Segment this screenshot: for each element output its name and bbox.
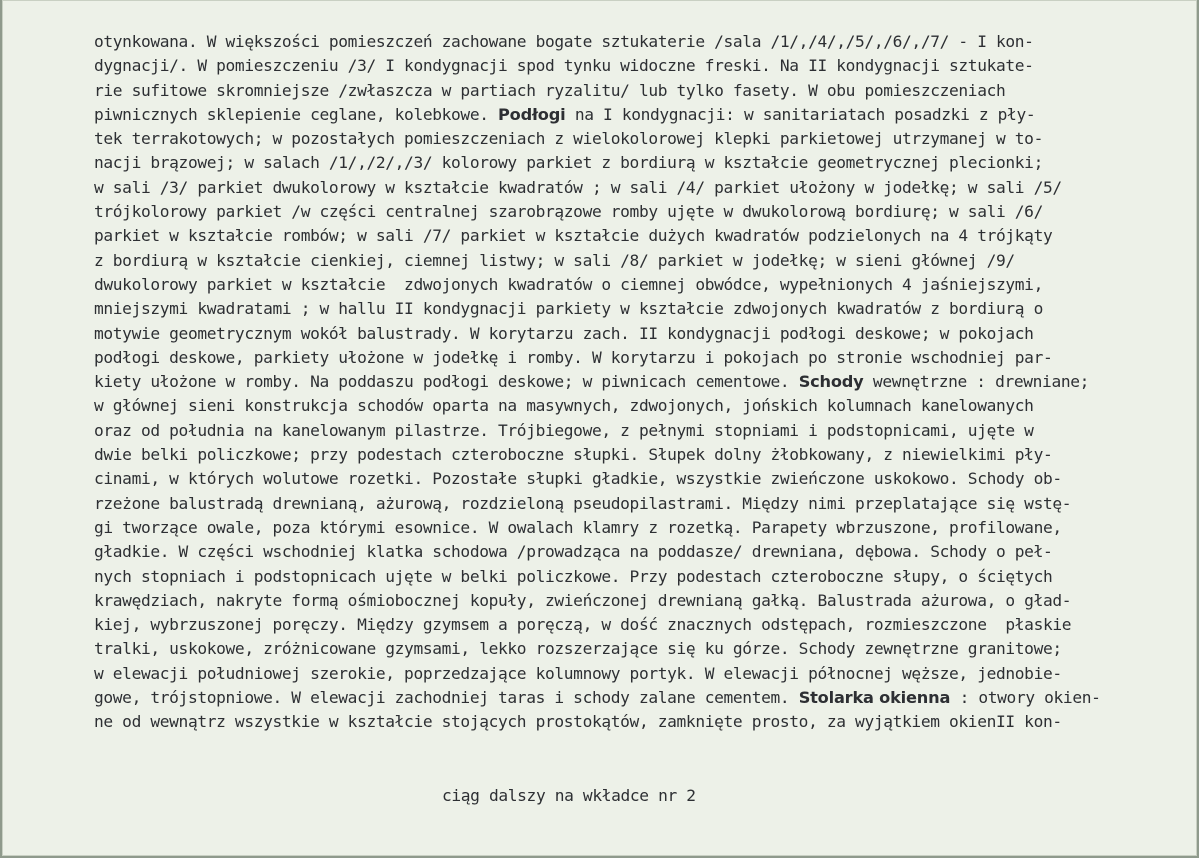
text-line — [94, 176, 1174, 200]
text-line — [94, 249, 1174, 273]
text-run: gładkie. W części wschodniej klatka schodowa /prowadząca na poddasze/ drewniana, dębowa. Schody o peł- — [94, 542, 1053, 562]
text-line — [94, 686, 1174, 710]
text-line — [94, 613, 1174, 637]
text-run: piwnicznych sklepienie ceglane, kolebkowe. — [94, 104, 499, 124]
continuation-note: ciąg dalszy na wkładce nr 2 — [442, 786, 696, 805]
text-run: rzeżone balustradą drewnianą, ażurową, rozdzieloną pseudopilastrami. Między nimi przeplatające się wstę- — [94, 493, 1072, 513]
text-run: tek terrakotowych; w pozostałych pomieszczeniach z wielokolorowej klepki parkietowej utrzymanej w to- — [94, 129, 1043, 149]
text-run: mniejszymi kwadratami ; w hallu II kondygnacji parkiety w kształcie zdwojonych kwadratów z bordiurą o — [94, 299, 1043, 319]
text-run: : otwory okien- — [950, 688, 1101, 708]
text-line — [94, 492, 1174, 516]
text-line — [94, 224, 1174, 248]
text-run: oraz od południa na kanelowanym pilastrze. Trójbiegowe, z pełnymi stopniami i podstopnicami, ujęte w — [94, 420, 1034, 440]
text-line — [94, 103, 1174, 127]
text-run: podłogi deskowe, parkiety ułożone w jodełkę i romby. W korytarzu i pokojach po stronie wschodniej par- — [94, 347, 1053, 367]
text-line — [94, 322, 1174, 346]
text-run: kiej, wybrzuszonej poręczy. Między gzymsem a poręczą, w dość znacznych odstępach, rozmieszczone płaskie — [94, 615, 1072, 635]
section-heading: Stolarka okienna — [798, 688, 951, 708]
text-run: kiety ułożone w romby. Na poddaszu podłogi deskowe; w piwnicach cementowe. — [94, 372, 799, 392]
text-line — [94, 127, 1174, 151]
text-line — [94, 54, 1174, 78]
text-run: nych stopniach i podstopnicach ujęte w belki policzkowe. Przy podestach czteroboczne słupy, o ściętych — [94, 566, 1053, 586]
section-heading: Podłogi — [498, 104, 566, 124]
text-run: parkiet w kształcie rombów; w sali /7/ parkiet w kształcie dużych kwadratów podzielonych na 4 trójkąty — [94, 226, 1053, 246]
text-run: motywie geometrycznym wokół balustrady. W korytarzu zach. II kondygnacji podłogi deskowe; w pokojach — [94, 323, 1034, 343]
text-line — [94, 637, 1174, 661]
text-run: trójkolorowy parkiet /w części centralnej szarobrązowe romby ujęte w dwukolorową bordiurę; w sali /6/ — [94, 202, 1043, 222]
text-run: w sali /3/ parkiet dwukolorowy w kształcie kwadratów ; w sali /4/ parkiet ułożony w jodełkę; w sali /5/ — [94, 177, 1062, 197]
text-run: na I kondygnacji: w sanitariatach posadzki z pły- — [565, 104, 1036, 124]
text-run: gi tworzące owale, poza którymi esownice. W owalach klamry z rozetką. Parapety wbrzuszone, profilowane, — [94, 517, 1062, 537]
text-line — [94, 297, 1174, 321]
text-run: cinami, w których wolutowe rozetki. Pozostałe słupki gładkie, wszystkie zwieńczone uskokowo. Schody ob- — [94, 469, 1062, 489]
text-run: wewnętrzne : drewniane; — [863, 372, 1090, 392]
text-line — [94, 516, 1174, 540]
text-line — [94, 394, 1174, 418]
text-run: ne od wewnątrz wszystkie w kształcie stojących prostokątów, zamknięte prosto, za wyjątkiem okienII kon- — [94, 712, 1062, 732]
text-line — [94, 540, 1174, 564]
text-run: w elewacji południowej szerokie, poprzedzające kolumnowy portyk. W elewacji północnej węższe, jednobie- — [94, 663, 1062, 683]
text-line — [94, 662, 1174, 686]
section-heading: Schody — [798, 372, 864, 392]
text-line — [94, 273, 1174, 297]
text-run: otynkowana. W większości pomieszczeń zachowane bogate sztukaterie /sala /1/,/4/,/5/,/6/,/7/ - I kon- — [94, 32, 1034, 51]
text-run: w głównej sieni konstrukcja schodów oparta na masywnych, zdwojonych, jońskich kolumnach kanelowanych — [94, 396, 1034, 416]
text-run: z bordiurą w kształcie cienkiej, ciemnej listwy; w sali /8/ parkiet w jodełkę; w sieni głównej /9/ — [94, 250, 1015, 270]
text-run: rie sufitowe skromniejsze /zwłaszcza w partiach ryzalitu/ lub tylko fasety. W obu pomieszczeniach — [94, 80, 1006, 100]
text-run: gowe, trójstopniowe. W elewacji zachodniej taras i schody zalane cementem. — [94, 688, 799, 708]
text-line — [94, 151, 1174, 175]
text-line — [94, 419, 1174, 443]
text-run: dwukolorowy parkiet w kształcie zdwojonych kwadratów o ciemnej obwódce, wypełnionych 4 jaśniejszymi, — [94, 274, 1043, 294]
text-run: dygnacji/. W pomieszczeniu /3/ I kondygnacji spod tynku widoczne freski. Na II kondygnacji sztukate- — [94, 56, 1034, 76]
text-run: dwie belki policzkowe; przy podestach czteroboczne słupki. Słupek dolny żłobkowany, z niewielkimi pły- — [94, 445, 1053, 465]
text-line — [94, 30, 1174, 54]
text-line — [94, 467, 1174, 491]
text-line — [94, 589, 1174, 613]
document-body — [94, 30, 1174, 735]
document-page — [2, 0, 1197, 856]
text-line — [94, 79, 1174, 103]
text-line — [94, 710, 1174, 734]
text-line — [94, 346, 1174, 370]
text-line — [94, 565, 1174, 589]
text-run: nacji brązowej; w salach /1/,/2/,/3/ kolorowy parkiet z bordiurą w kształcie geometrycznej plecionki; — [94, 153, 1043, 173]
text-line — [94, 200, 1174, 224]
text-run: krawędziach, nakryte formą ośmiobocznej kopuły, zwieńczonej drewnianą gałką. Balustrada ażurowa, o gład- — [94, 590, 1072, 610]
text-line — [94, 370, 1174, 394]
text-line — [94, 443, 1174, 467]
text-run: tralki, uskokowe, zróżnicowane gzymsami, lekko rozszerzające się ku górze. Schody zewnętrzne granitowe; — [94, 639, 1062, 659]
